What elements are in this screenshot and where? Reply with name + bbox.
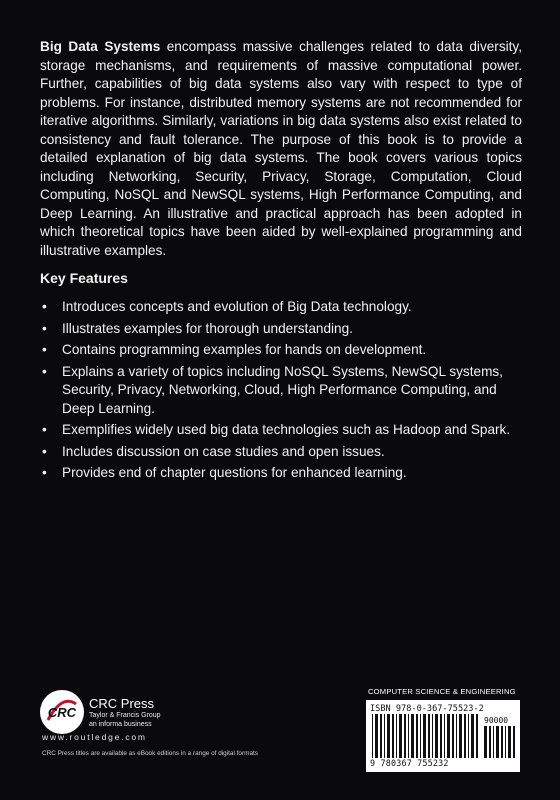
bullet-icon: • xyxy=(42,299,47,314)
barcode-bar xyxy=(496,726,499,758)
bullet-icon: • xyxy=(42,465,47,480)
feature-text: Illustrates examples for thorough understanding. xyxy=(62,320,353,336)
feature-text: Introduces concepts and evolution of Big Data technology. xyxy=(62,299,412,314)
list-item xyxy=(40,320,522,339)
barcode-bar xyxy=(416,714,418,758)
barcode-bar xyxy=(387,714,390,758)
bullet-icon: • xyxy=(42,363,47,379)
bullet-icon: • xyxy=(42,443,47,459)
barcode-bar xyxy=(384,714,385,758)
feature-text: Exemplifies widely used big data technologies such as Hadoop and Spark. xyxy=(62,422,511,437)
barcode-bar xyxy=(489,726,491,758)
publisher-group: Taylor & Francis Group xyxy=(89,712,161,719)
list-item xyxy=(40,464,522,483)
logo-lettering: CRC xyxy=(47,705,77,720)
barcode-bar xyxy=(456,714,457,758)
barcode-bar xyxy=(464,714,466,758)
barcode-bar xyxy=(375,714,378,758)
barcode-bar xyxy=(447,714,450,758)
publisher-business: an informa business xyxy=(89,721,152,728)
isbn-text: ISBN 978-0-367-75523-2 xyxy=(370,704,484,714)
list-item xyxy=(40,363,522,419)
barcode-bar xyxy=(459,714,462,758)
barcode-bar xyxy=(396,714,397,758)
intro-lead: Big Data Systems xyxy=(40,39,161,54)
barcode-bar xyxy=(372,714,373,758)
ean-digits: 9 780367 755232 xyxy=(370,758,449,768)
barcode-bar xyxy=(411,714,414,758)
barcode-bar xyxy=(444,714,445,758)
price-code: 90000 xyxy=(484,716,509,725)
feature-text: Provides end of chapter questions for enhanced learning. xyxy=(62,465,407,480)
feature-text: Contains programming examples for hands on development. xyxy=(62,342,427,357)
barcode-panel xyxy=(366,700,520,772)
list-item xyxy=(40,341,522,360)
barcode-bar xyxy=(505,726,506,758)
feature-text: Includes discussion on case studies and open issues. xyxy=(62,443,385,459)
bullet-icon: • xyxy=(42,422,47,437)
barcode-bar xyxy=(484,726,487,758)
barcode-bar xyxy=(508,726,511,758)
publisher-website: www.routledge.com xyxy=(42,732,147,742)
addon-barcode xyxy=(484,726,516,758)
barcode-bar xyxy=(435,714,438,758)
barcode-bar xyxy=(501,726,503,758)
barcode-bar xyxy=(468,714,469,758)
subject-category: COMPUTER SCIENCE & ENGINEERING xyxy=(368,687,516,696)
barcode-bar xyxy=(471,714,474,758)
barcode-bar xyxy=(423,714,426,758)
barcode-bar xyxy=(476,714,478,758)
key-features-heading: Key Features xyxy=(40,270,128,286)
barcode-bar xyxy=(408,714,409,758)
barcode-bar xyxy=(380,714,382,758)
ebook-note: CRC Press titles are available as eBook editions in a range of digital formats xyxy=(42,750,258,757)
list-item xyxy=(40,298,522,317)
barcode-bar xyxy=(452,714,454,758)
bullet-icon: • xyxy=(42,320,47,336)
barcode-bar xyxy=(404,714,406,758)
intro-paragraph xyxy=(40,38,522,260)
barcode-bar xyxy=(420,714,421,758)
crc-logo-icon xyxy=(40,690,84,734)
barcode-bar xyxy=(493,726,494,758)
barcode-bar xyxy=(428,714,430,758)
intro-body: encompass massive challenges related to data diversity, storage mechanisms, and requirements of massive computational power. Further, capabilities of big data systems also vary with respect to type of problems. For instance, distributed memory systems are not recommended for iterative algorithms. Similarly, variations in big data systems also exist related to consistency and fault tolerance. The purpose of this book is to provide a detailed explanation of big data systems. The book covers various topics including Networking, Security, Privacy, Storage, Computation, Cloud Computing, NoSQL and NewSQL systems, High Performance Computing, and Deep Learning. An illustrative and practical approach has been adopted in which theoretical topics have been aided by well-explained programming and illustrative examples. xyxy=(40,39,522,258)
barcode-bar xyxy=(513,726,515,758)
list-item xyxy=(40,443,522,462)
ean-barcode xyxy=(372,714,480,758)
barcode-bar xyxy=(432,714,433,758)
key-features-list xyxy=(40,298,522,486)
list-item xyxy=(40,421,522,440)
bullet-icon: • xyxy=(42,342,47,357)
barcode-bar xyxy=(440,714,442,758)
feature-text: Explains a variety of topics including NoSQL Systems, NewSQL systems, Security, Privacy, Networking, Cloud, High Performance Computing, and Deep Learning. xyxy=(62,363,503,416)
publisher-name: CRC Press xyxy=(89,696,155,711)
barcode-bar xyxy=(399,714,402,758)
barcode-bar xyxy=(392,714,394,758)
crc-logo-graphic xyxy=(40,690,84,734)
